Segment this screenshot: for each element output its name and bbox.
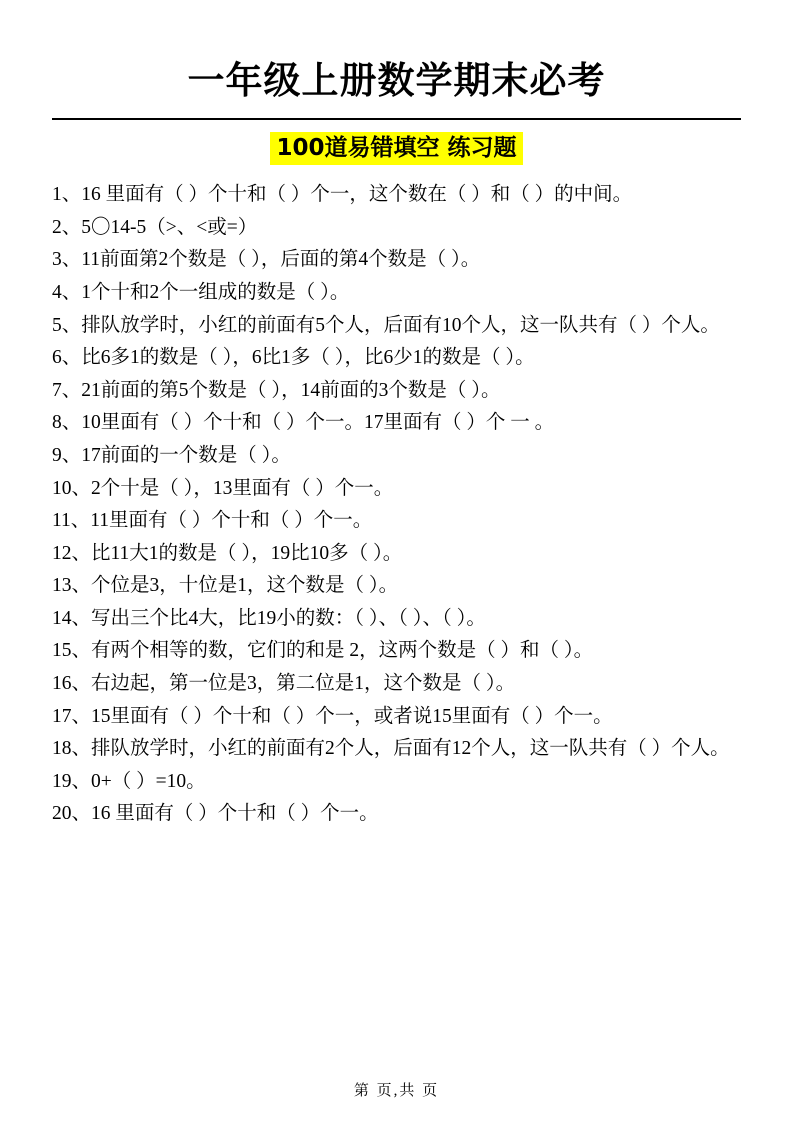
list-item: 7、21前面的第5个数是（ ），14前面的3个数是（ ）。 [52,379,501,401]
list-item: 20、16 里面有（ ）个十和（ ）个一。 [52,803,379,825]
subtitle-container [52,132,741,165]
list-item: 2、5〇14-5（>、<或=） [52,216,258,238]
list-item: 15、有两个相等的数，它们的和是 2，这两个数是（ ）和（ ）。 [52,640,594,662]
list-item: 13、个位是3，十位是1，这个数是（ ）。 [52,575,399,597]
list-item: 9、17前面的一个数是（ ）。 [52,444,291,466]
list-item: 18、排队放学时，小红的前面有2个人，后面有12个人，这一队共有（ ）个人。 [52,738,730,760]
list-item: 10、2个十是（ ），13里面有（ ）个一。 [52,477,394,499]
title-divider [52,118,741,120]
page-title: 一年级上册数学期末必考 [187,59,606,102]
list-item: 17、15里面有（ ）个十和（ ）个一，或者说15里面有（ ）个一。 [52,705,613,727]
list-item: 6、比6多1的数是（ ），6比1多（ ），比6少1的数是（ ）。 [52,347,535,369]
list-item: 19、0+（ ）=10。 [52,770,206,792]
subtitle-highlight: 100道易错填空 练习题 [270,132,522,165]
list-item: 16、右边起，第一位是3，第二位是1，这个数是（ ）。 [52,672,516,694]
list-item: 11、11里面有（ ）个十和（ ）个一。 [52,510,373,532]
list-item: 12、比11大1的数是（ ），19比10多（ ）。 [52,542,403,564]
list-item: 14、写出三个比4大，比19小的数：（ ）、（ ）、（ ）。 [52,607,486,629]
list-item: 4、1个十和2个一组成的数是（ ）。 [52,282,350,304]
list-item: 3、11前面第2个数是（ ），后面的第4个数是（ ）。 [52,249,481,271]
list-item: 1、16 里面有（ ）个十和（ ）个一，这个数在（ ）和（ ）的中间。 [52,184,633,206]
list-item: 8、10里面有（ ）个十和（ ）个一。17里面有（ ）个 一 。 [52,412,555,434]
page-footer: 第 页,共 页 [353,1083,440,1099]
question-list [52,179,741,830]
list-item: 5、排队放学时，小红的前面有5个人，后面有10个人，这一队共有（ ）个人。 [52,314,720,336]
